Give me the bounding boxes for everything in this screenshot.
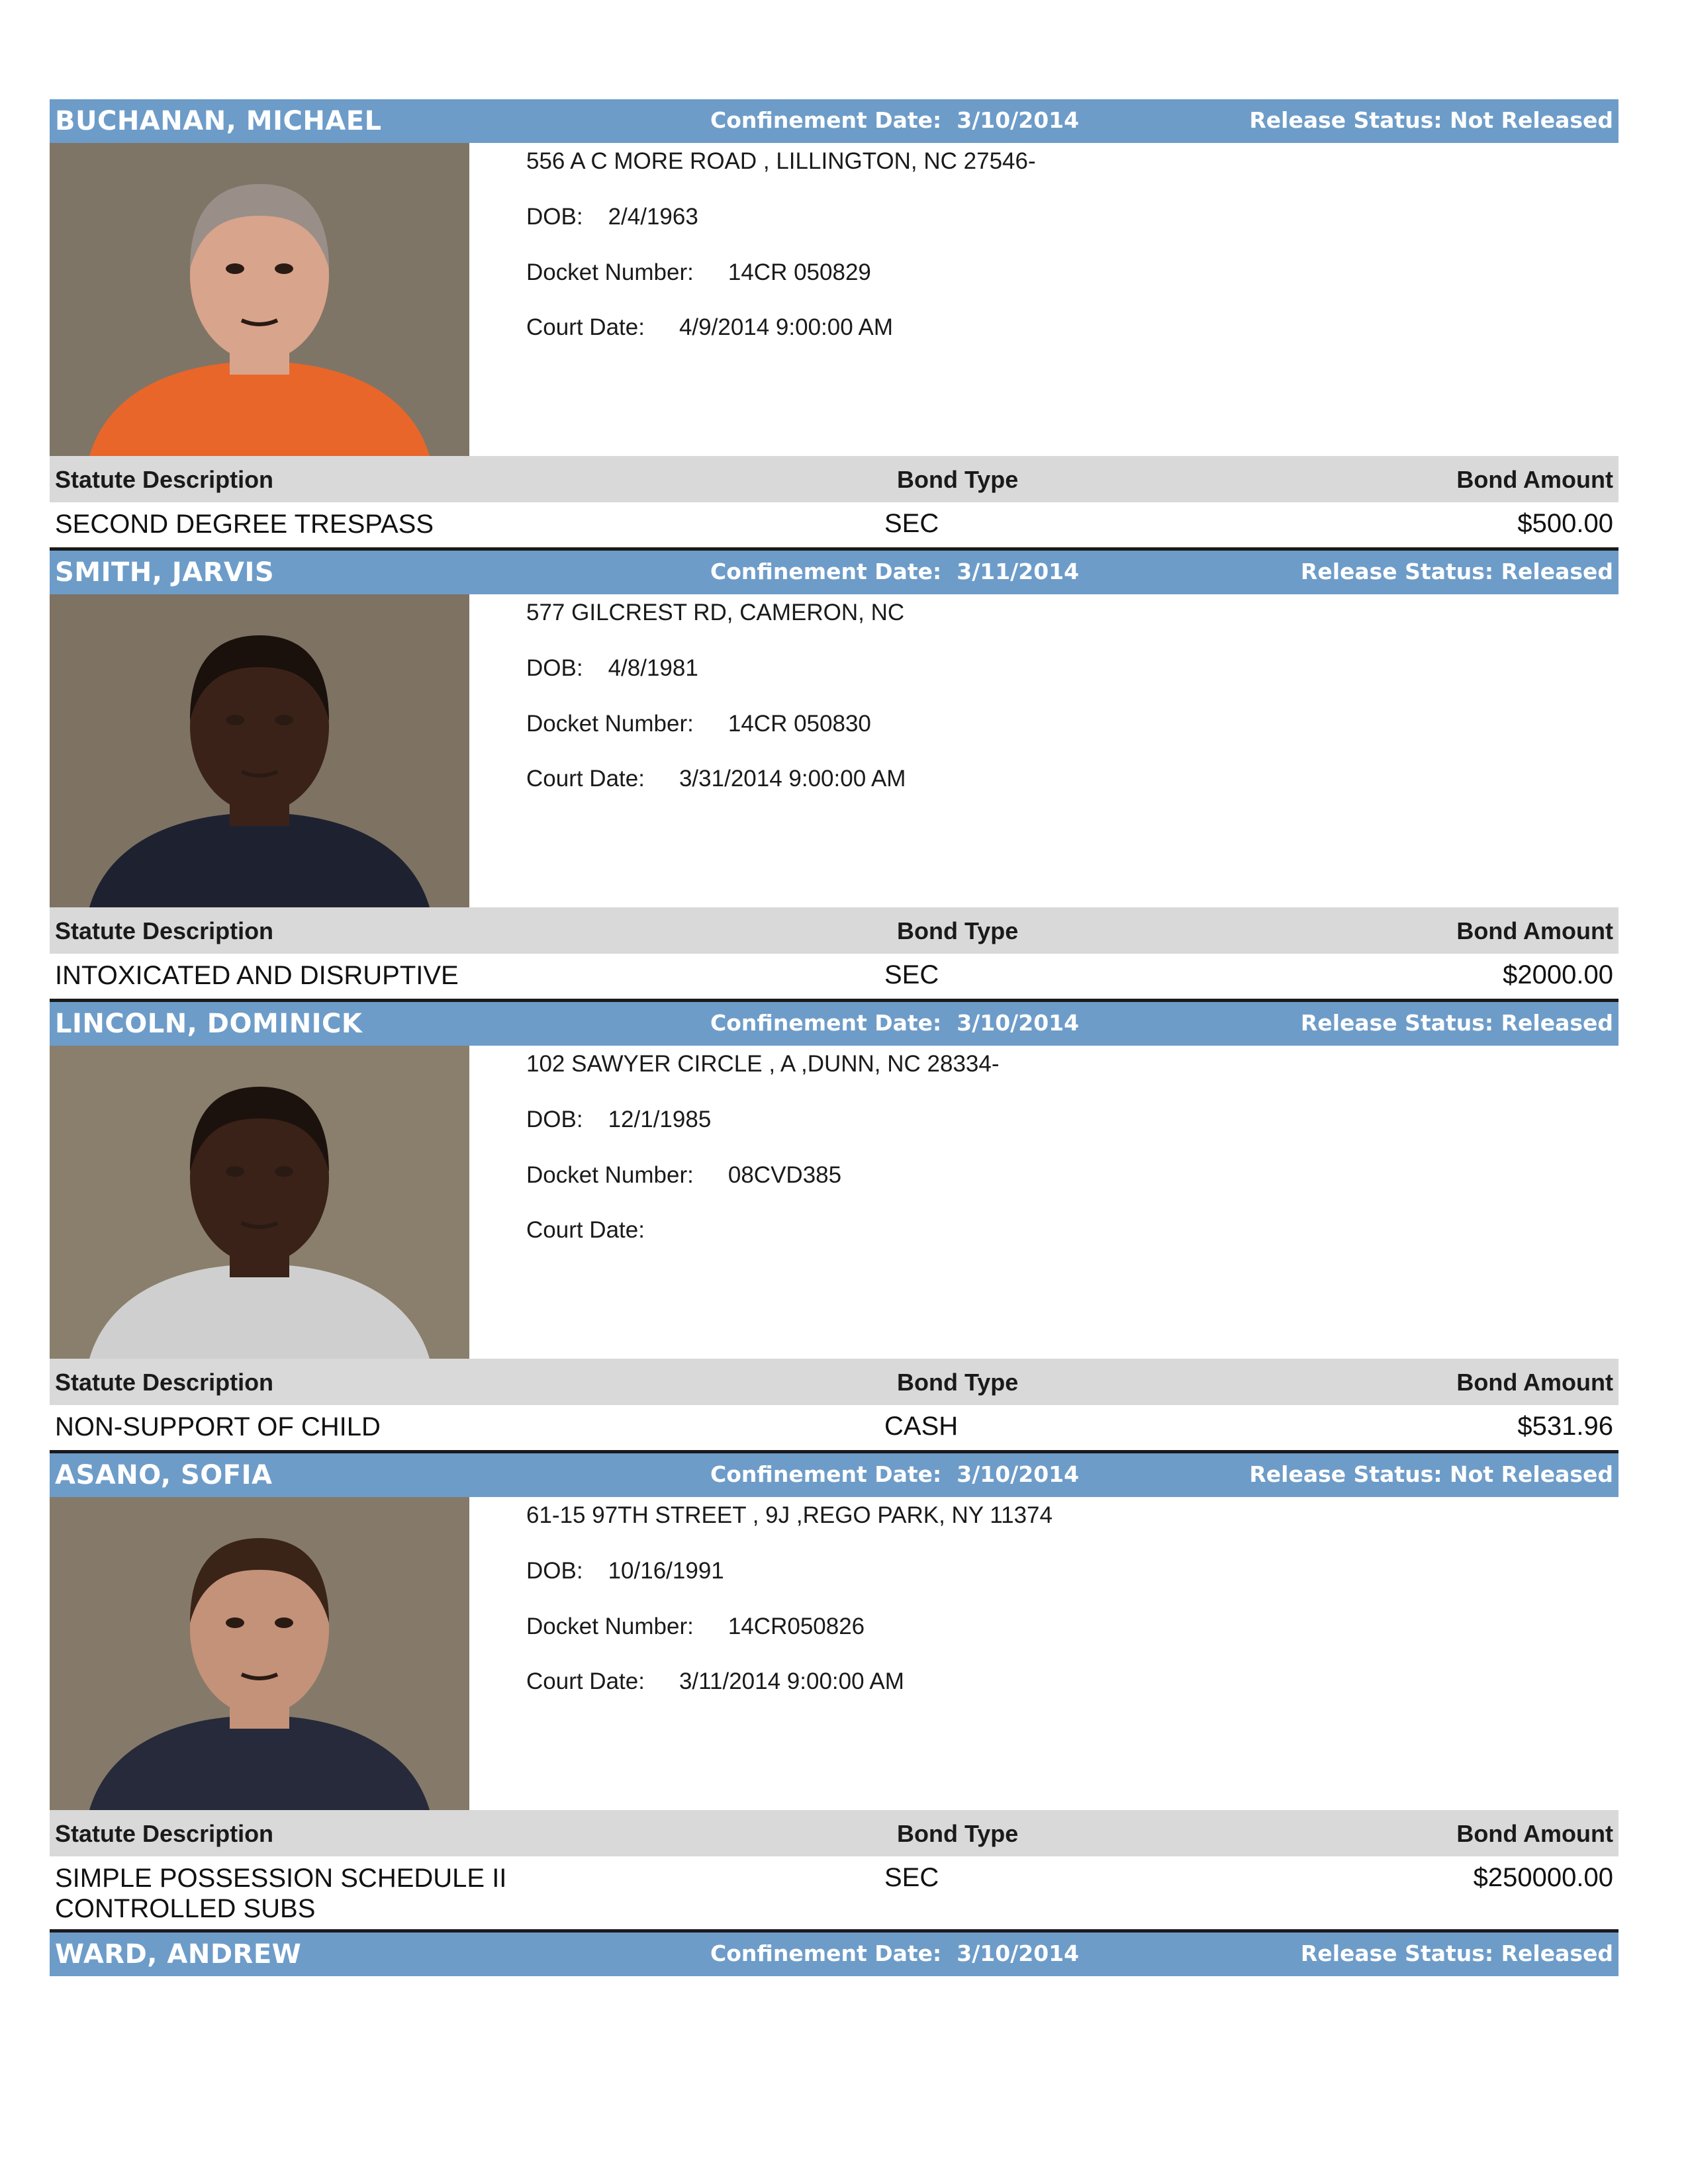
docket-line [526,711,871,737]
statute-description: NON-SUPPORT OF CHILD [55,1412,381,1441]
release-status [1249,1461,1613,1487]
record-body [50,1046,1618,1359]
release-status [1301,559,1613,584]
inmate-name: LINCOLN, DOMINICK [55,1009,363,1039]
dob-value: 2/4/1963 [608,204,698,230]
bond-type: SEC [884,1863,939,1892]
court-date-label: Court Date: [526,314,645,340]
court-date-label: Court Date: [526,766,645,792]
dob-label: DOB: [526,655,583,681]
mugshot-photo [50,1046,469,1359]
confinement-date-value: 3/10/2014 [957,1940,1080,1966]
statute-description: SIMPLE POSSESSION SCHEDULE II CONTROLLED SUBS [55,1864,507,1923]
bond-amount-header: Bond Amount [1456,917,1613,944]
dob-line [526,1107,711,1133]
record-header [50,1933,1618,1976]
mugshot-photo [50,1497,469,1810]
docket-number-value: 08CVD385 [727,1162,842,1188]
bond-type-header: Bond Type [897,917,1019,944]
bond-type: SEC [884,509,939,538]
court-date-line [526,766,906,792]
bond-amount: $531.96 [1517,1412,1613,1441]
dob-value: 4/8/1981 [608,655,698,681]
dob-value: 12/1/1985 [608,1107,712,1132]
bond-type: SEC [884,960,939,989]
court-date-value: 3/31/2014 9:00:00 AM [679,766,906,792]
record-header [50,1453,1618,1497]
statute-description-header: Statute Description [55,1820,274,1847]
address: 61-15 97TH STREET , 9J ,REGO PARK, NY 11374 [526,1502,1053,1528]
address: 556 A C MORE ROAD , LILLINGTON, NC 27546- [526,148,1036,174]
confinement-date-value: 3/10/2014 [957,107,1080,133]
release-status-label: Release Status: [1249,1461,1442,1487]
record-body [50,143,1618,456]
court-date-value: 4/9/2014 9:00:00 AM [679,314,894,340]
statute-header [50,1810,1618,1856]
inmate-name: ASANO, SOFIA [55,1460,273,1490]
release-status-label: Release Status: [1300,559,1494,584]
mugshot-photo [50,143,469,456]
mugshot-photo [50,594,469,907]
confinement-date-label: Confinement Date: [710,1461,942,1487]
confinement-date [710,559,1079,584]
dob-label: DOB: [526,204,583,230]
statute-header [50,1359,1618,1405]
statute-row [50,502,1618,551]
bond-type-header: Bond Type [897,1820,1019,1847]
release-status [1249,107,1613,133]
statute-header [50,456,1618,502]
release-status-value: Released [1501,1010,1613,1036]
court-date-label: Court Date: [526,1668,645,1694]
inmate-name: SMITH, JARVIS [55,557,275,588]
confinement-date-label: Confinement Date: [710,1940,942,1966]
dob-label: DOB: [526,1558,583,1584]
record-header [50,1002,1618,1046]
inmate-record [50,1002,1618,1453]
bond-amount: $2000.00 [1503,960,1613,989]
bond-type-header: Bond Type [897,466,1019,493]
dob-line [526,1558,724,1584]
release-status-label: Release Status: [1249,107,1442,133]
inmate-record [50,1453,1618,1933]
address: 577 GILCREST RD, CAMERON, NC [526,600,905,625]
bond-amount: $250000.00 [1473,1863,1613,1892]
court-date-line [526,314,893,341]
dob-value: 10/16/1991 [608,1558,724,1584]
court-date-value: 3/11/2014 9:00:00 AM [679,1668,904,1694]
dob-label: DOB: [526,1107,583,1132]
bond-type: CASH [884,1412,959,1441]
inmate-record-partial [50,1933,1618,1976]
statute-row [50,1856,1618,1933]
bond-amount-header: Bond Amount [1456,1369,1613,1396]
docket-number-label: Docket Number: [526,1614,694,1639]
release-status-value: Not Released [1450,1461,1613,1487]
release-status-label: Release Status: [1300,1010,1494,1036]
release-status-label: Release Status: [1300,1940,1494,1966]
court-date-line [526,1217,679,1244]
docket-number-value: 14CR 050829 [727,259,871,285]
release-status [1301,1940,1613,1966]
address: 102 SAWYER CIRCLE , A ,DUNN, NC 28334- [526,1051,1000,1077]
court-date-label: Court Date: [526,1217,645,1243]
release-status [1301,1010,1613,1036]
docket-line [526,259,871,286]
docket-number-value: 14CR050826 [727,1614,865,1639]
statute-description: INTOXICATED AND DISRUPTIVE [55,961,459,990]
confinement-date [710,1461,1079,1487]
docket-number-value: 14CR 050830 [727,711,871,737]
inmate-records-list [50,99,1618,1976]
statute-row [50,1405,1618,1453]
docket-line [526,1614,865,1640]
release-status-value: Released [1501,1940,1613,1966]
inmate-name: WARD, ANDREW [55,1939,302,1970]
confinement-date-value: 3/10/2014 [957,1010,1080,1036]
release-status-value: Released [1501,559,1613,584]
docket-number-label: Docket Number: [526,711,694,737]
bond-amount: $500.00 [1517,509,1613,538]
confinement-date [710,1940,1079,1966]
docket-line [526,1162,841,1189]
confinement-date-label: Confinement Date: [710,559,942,584]
docket-number-label: Docket Number: [526,1162,694,1188]
confinement-date-value: 3/10/2014 [957,1461,1080,1487]
confinement-date-label: Confinement Date: [710,1010,942,1036]
bond-type-header: Bond Type [897,1369,1019,1396]
confinement-date-value: 3/11/2014 [957,559,1080,584]
confinement-date-label: Confinement Date: [710,107,942,133]
bond-amount-header: Bond Amount [1456,1820,1613,1847]
release-status-value: Not Released [1450,107,1613,133]
statute-description: SECOND DEGREE TRESPASS [55,510,434,539]
inmate-name: BUCHANAN, MICHAEL [55,106,382,136]
court-date-line [526,1668,904,1695]
record-body [50,1497,1618,1810]
statute-header [50,907,1618,954]
confinement-date [710,107,1079,133]
inmate-record [50,551,1618,1002]
record-header [50,551,1618,594]
statute-row [50,954,1618,1002]
docket-number-label: Docket Number: [526,259,694,285]
inmate-record [50,99,1618,551]
dob-line [526,655,698,682]
confinement-date [710,1010,1079,1036]
record-header [50,99,1618,143]
dob-line [526,204,698,230]
statute-description-header: Statute Description [55,1369,274,1396]
statute-description-header: Statute Description [55,917,274,944]
record-body [50,594,1618,907]
statute-description-header: Statute Description [55,466,274,493]
bond-amount-header: Bond Amount [1456,466,1613,493]
